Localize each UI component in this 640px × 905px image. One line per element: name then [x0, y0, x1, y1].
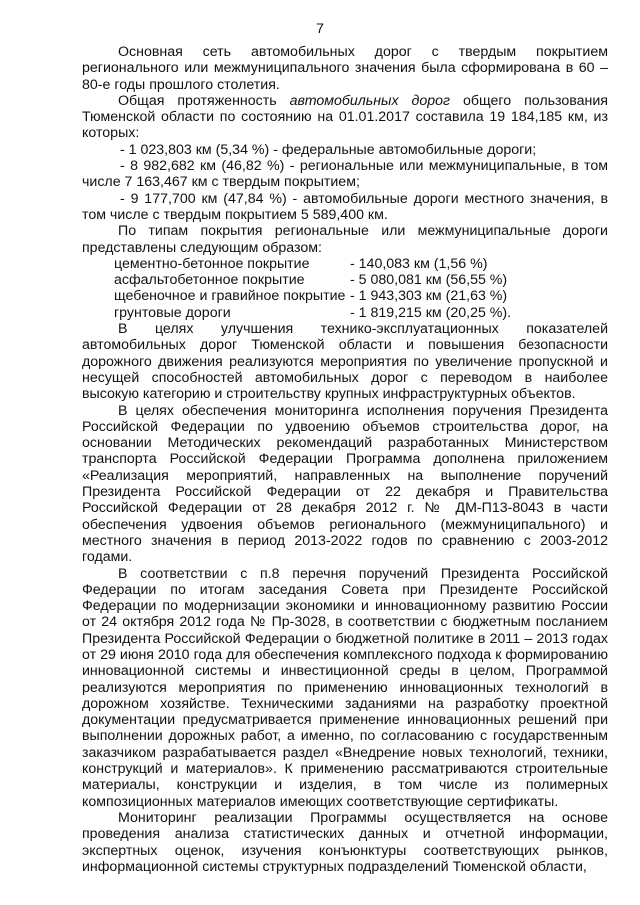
total-length-text-a: Общая протяженность [118, 92, 290, 109]
list-item-local: - 9 177,700 км (47,84 %) - автомобильные дороги местного значения, в том числе с твердым покрытием 5 589,400 км. [82, 190, 608, 223]
coverage-name: цементно-бетонное покрытие [114, 255, 310, 272]
coverage-row [114, 288, 511, 304]
coverage-name: грунтовые дороги [114, 304, 231, 321]
paragraph-coverage-types: По типам покрытия региональные или межмуниципальные дороги представлены следующим образом: [82, 223, 608, 256]
total-length-text-italic: автомобильных дорог [289, 92, 451, 109]
coverage-value: - 1 943,303 км (21,63 %) [350, 288, 508, 305]
paragraph-program-monitoring: Мониторинг реализации Программы осуществляется на основе проведения анализа статистических данных и отчетной информации, экспертных оценок, изучения конъюнктуры соответствующих рынков, информационной системы структурных подразделений Тюменской области, [82, 809, 608, 875]
coverage-value: - 5 080,081 км (56,55 %) [350, 272, 508, 289]
coverage-row [114, 305, 511, 321]
coverage-row [114, 272, 511, 288]
coverage-value: - 140,083 км (1,56 %) [350, 255, 488, 272]
coverage-value: - 1 819,215 км (20,25 %). [350, 304, 512, 321]
paragraph-innovation: В соответствии с п.8 перечня поручений Президента Российской Федерации по итогам заседания Совета при Президенте Российской Федерации по модернизации экономики и инновационному развитию России от 24 октября 2012 года № Пр-3028, в соответствии с бюджетным посланием Президента Российской Федерации о бюджетной политике в 2011 – 2013 годах от 29 июня 2010 года для обеспечения комплексного подхода к формированию инновационной системы и инвестиционной среды в целом, Программой реализуются мероприятия по применению инновационных технологий в дорожном хозяйстве. Техническими заданиями на разработку проектной документации предусматривается применение инновационных решений при выполнении дорожных работ, а именно, по согласованию с государственным заказчиком разрабатывается раздел «Внедрение новых технологий, техники, конструкций и материалов». К применению рассматриваются строительные материалы, конструкции и изделия, в том числе из полимерных композиционных материалов имеющих соответствующие сертификаты. [82, 565, 608, 810]
coverage-name: асфальтобетонное покрытие [114, 272, 305, 289]
coverage-table [114, 256, 511, 321]
document-body [82, 44, 608, 875]
paragraph-monitoring-instructions: В целях обеспечения мониторинга исполнения поручения Президента Российской Федерации по удвоению объемов строительства дорог, на основании Методических рекомендаций разработанных Министерством транспорта Российской Федерации Программа дополнена приложением «Реализация мероприятий, направленных на выполнение поручений Президента Российской Федерации от 22 декабря и Правительства Российской Федерации от 28 декабря 2012 г. № ДМ-П13-8043 в части обеспечения удвоения объемов регионального (межмуниципального) и местного значения в период 2013-2022 годов по сравнению с 2003-2012 годами. [82, 402, 608, 566]
page-number: 7 [316, 20, 324, 36]
total-length-text-c: общего пользования Тюменской области по состоянию на 01.01.2017 составила 19 184,185 км, из которых: [82, 92, 608, 142]
list-item-regional: - 8 982,682 км (46,82 %) - региональные или межмуниципальные, в том числе 7 163,467 км с твердым покрытием; [82, 158, 608, 191]
paragraph-total-length [82, 93, 608, 142]
coverage-row [114, 256, 511, 272]
paragraph-road-network-history: Основная сеть автомобильных дорог с твердым покрытием регионального или межмуниципального значения была сформирована в 60 – 80-е годы прошлого столетия. [82, 44, 608, 93]
coverage-name: щебеночное и гравийное покрытие [114, 288, 346, 305]
list-item-federal: - 1 023,803 км (5,34 %) - федеральные автомобильные дороги; [120, 141, 537, 158]
paragraph-improvement: В целях улучшения технико-эксплуатационных показателей автомобильных дорог Тюменской области и повышения безопасности дорожного движения реализуются мероприятия по увеличение пропускной и несущей способностей автомобильных дорог с переводом в наиболее высокую категорию и строительству крупных инфраструктурных объектов. [82, 321, 608, 403]
